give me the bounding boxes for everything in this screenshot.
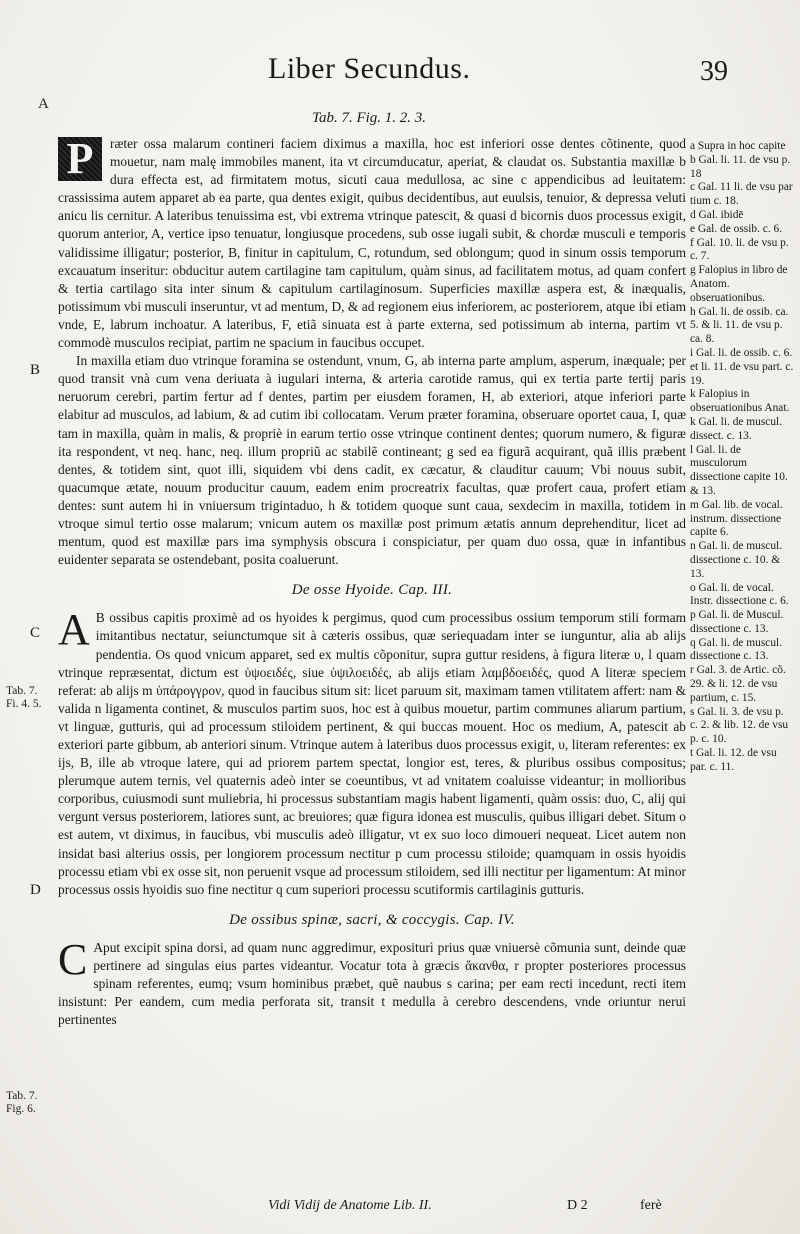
chapter2-paragraph-2: In maxilla etiam duo vtrinque foramina se ostendunt, vnum, G, ab interna parte amplum, asperum, inæquale; per quod transit vnà cum vena deriuata à iugulari interna, & arteria carotide ramus, qui ex tertia parte tertij paris neruorum cerebri, partim fertur ad f dentes, partim per eiusdem foramen, H, ab exteriori, atque inferiori parte elabitur ad musculos, ad labium, & ad cutim ibi collocatam. Verum præter foramina, obseruare oportet caua, I, quæ tam in maxilla, quàm in malis, & propriè in earum tertio osse vtrinque continent dentes; quorum numero, & figuræ ita respondent, vt neq. hanc, neq. illum propriũ ac stabilẽ contineant; g sed ea figurã acquirant, quã illis præbent dentes, & totidem sint, quot illi, siquidem vbi dens cadit, ex cæcatur, & clauditur cauum; Vbi nouus subit, quacumque ætate, nouum producitur cauum, eadem enim procreatrix facultas, quæ profert caua, profert etiam dentes: sunt autem hi in vniuersum trigintaduo, h & totidem quoque sunt caua, sexdecim in maxilla, totidem in vtroque simul tertio osse malarum; vnicum autem os maxillæ post primum ætatis annum deprehenditur, licet ad mentum, quod est maxillæ pars ima symphysis obscura i conspiciatur, per quam duo ossa, quæ in infantibus euidenter separata se ostendebant, posita coaluerunt. bbox=[58, 353, 686, 568]
sidenote: g Falopius in libro de Anatom. obseruationibus. bbox=[690, 264, 788, 304]
sidenote: r Gal. 3. de Artic. cõ. 29. & li. 12. de vsu partium, c. 15. bbox=[690, 664, 786, 704]
chapter4-title: De ossibus spinæ, sacri, & coccygis. Cap. IV. bbox=[229, 911, 515, 928]
page-number: 39 bbox=[700, 56, 728, 87]
left-note-ch4: Tab. 7. Fig. 6. bbox=[6, 1090, 38, 1115]
sidenote: o Gal. li. de vocal. Instr. dissectione c. 6. bbox=[690, 581, 789, 608]
dropcap-p: P bbox=[58, 137, 102, 181]
sidenote: i Gal. li. de ossib. c. 6. et li. 11. de vsu part. c. 19. bbox=[690, 346, 794, 387]
sidenote: t Gal. li. 12. de vsu par. c. 11. bbox=[690, 747, 777, 773]
page-header bbox=[0, 52, 800, 96]
sidenote: p Gal. li. de Muscul. dissectione c. 13. bbox=[690, 609, 784, 635]
sidenote: h Gal. li. de ossib. ca. 5. & li. 11. de vsu p. ca. 8. bbox=[690, 305, 789, 346]
margin-marker-b: B bbox=[30, 362, 41, 378]
chapter2-paragraph-1-text: ræter ossa malarum contineri faciem diximus a maxilla, hoc est inferiori osse dentes cõtinente, quod mouetur, nam malę immobiles manent, ita vt circumducatur, aperiat, & claudat os. Substantia maxillæ b dura effecta est, ad firmitatem motus, sicuti caua medullosa, ac sine c appendicibus ad leuitatem: crassissima autem apparet ab ea parte, qua dentes exigit, quibus decidentibus, aut euulsis, tenuior, & depressa veluti anicu lis cernitur. A lateribus tenuissima est, vbi extrema vtrinque patescit, & quasi d bicornis duos processus exigit, quorum anterior, A, vertice ipso tenuatur, longiusque procedens, sub osse iugali subit, & chordæ musculi e temporis validissime illigatur; posterior, B, finitur in capitulum, C, rotundum, sed oblongum; quod in sinum ossis temporum excauatum inseritur: obducitur autem cartilagine tam capitulum, quàm sinus, ad facilitatem motus, ad quam confert & tertia cartilago sita inter sinum & capitulum cartilaginosum. Superficies maxillæ aspera est, & inæqualis, potissimum vbi musculi inseruntur, vt ad mentum, D, & ad regionem eius inferiorem, ac posteriorem, atque ibi etiam vnde, E, labrum inchoatur. A lateribus, F, etiã sinuata est à parte externa, sed potissimum ab interna, partim vt commodè musculos recipiat, partim ne spacium in faucibus occupet. bbox=[58, 136, 686, 351]
dropcap-c: C bbox=[58, 934, 88, 984]
sidenote: b Gal. li. 11. de vsu p. 18 bbox=[690, 153, 791, 180]
sidenote: f Gal. 10. li. de vsu p. c. 7. bbox=[690, 236, 789, 263]
running-title: Liber Secundus. bbox=[268, 52, 471, 85]
catchword: ferè bbox=[640, 1198, 662, 1213]
signature-mark: D 2 bbox=[567, 1198, 588, 1213]
chapter4-text: Aput excipit spina dorsi, ad quam nunc aggredimur, expositurì prius quæ vniuersè cõmunia sunt, deinde quæ pertinere ad singulas eius partes videantur. Vocatur tota à græcis ἄκανθα, r propter posteriores processus spinam referentes, eumq; vsum hominibus præbet, quẽ naubus s carina; per eam recti incedunt, recti item insistunt: Per eandem, cum media perforata sit, transit t medulla à cerebro descendens, vnde oriuntur nerui pertinentes bbox=[58, 939, 686, 1028]
chapter3-title: De osse Hyoide. Cap. III. bbox=[291, 582, 453, 599]
chapter2-paragraph-1 bbox=[58, 135, 686, 352]
margin-marker-c: C bbox=[30, 625, 41, 641]
chapter4-paragraph bbox=[58, 934, 686, 1029]
left-note-ch3: Tab. 7. Fi. 4. 5. bbox=[6, 685, 42, 710]
sidenote: e Gal. de ossib. c. 6. bbox=[690, 222, 783, 235]
dropcap-a: A bbox=[58, 605, 90, 655]
main-text bbox=[58, 135, 686, 1029]
sidenote: a Supra in hoc capite bbox=[690, 140, 786, 152]
sidenote: k Falopius in obseruationibus Anat. bbox=[690, 388, 790, 415]
sidenote: l Gal. li. de musculorum dissectione capite 10. & 13. bbox=[690, 443, 788, 497]
sidenote: d Gal. ibidē bbox=[690, 208, 744, 221]
footer-title: Vidi Vidij de Anatome Lib. II. bbox=[268, 1198, 432, 1213]
sidenote: s Gal. li. 3. de vsu p. c. 2. & lib. 12. de vsu p. c. 10. bbox=[690, 705, 789, 746]
sidenote: m Gal. lib. de vocal. instrum. dissectione capite 6. bbox=[690, 498, 783, 539]
margin-marker-a: A bbox=[38, 96, 49, 112]
sidenotes bbox=[690, 140, 794, 775]
chapter3-text: B ossibus capitis proximè ad os hyoides k pergimus, quod cum processibus ossium temporum stili formam imitantibus nectatur, seiunctumque sit à cæteris ossibus, quæ seriequadam inter se iunguntur, alia ab alijs pendentia. Os quod vnicum apparet, sed ex multis cõponitur, supra guttur residens, à figura literæ υ, l quam vtrinque repræsentat, dictum est ὑψοειδές, siue ὑψιλοειδές, ab alijs etiam λαμβδοειδές, quod A literæ speciem referat: ab alijs m ὑπάρογγρον, quod in faucibus situm sit: licet paruum sit, maximam tamen vtilitatem affert: nam & valida n ligamenta continet, & musculos partim suos, hoc est à quibus mouetur, partim communes aliarum partium, vt linguæ, gutturis, qui ad processum stiloidem pertinent, & qui buccas mouent. Hoc os medium, A, patescit ab exteriori parte gibbum, ab anteriori sinum. Vtrinque autem à lateribus duos processus exigit, υ, literam referentes: ex ijs, B, ille ab vtroque latere, qui ad priorem partem spectat, longior est, teres, & pluribus ossibus compositus; plerumque autem ternis, vel quaternis adeò inter se coeuntibus, vt ad vnitatem coaluisse videantur; in mollioribus corporibus, cuiusmodi sunt muliebria, hi processus substantiam magis habent ligamenti, quàm ossis: duo, C, alij qui vergunt versus posteriorem, latiores sunt, ac breuiores; quæ figura idonea est musculis, quibus illigari debet. Situm o est autem, vt diximus, in faucibus, vbi musculis adeò illigatur, vt ex suo loco dimoueri nequeat. Licet autem non insidat basi alterius ossis, per longiorem processum nectitur p cum processu stiloide; quamquam in ossis hyoidis processu etiam vbi ex osse sit, non peruenit vsque ad processum stiloidem, sed illi nectitur per ligamentum: At minor processus ossis hyoidis suo fine nectitur q cum superiori processu scutiformis cartilaginis gutturis. bbox=[58, 610, 686, 897]
sidenote: k Gal. li. de muscul. dissect. c. 13. bbox=[690, 415, 783, 442]
sidenote: q Gal. li. de muscul. dissectione c. 13. bbox=[690, 636, 783, 663]
sidenote: n Gal. li. de muscul. dissectione c. 10. & 13. bbox=[690, 540, 783, 580]
figure-reference: Tab. 7. Fig. 1. 2. 3. bbox=[312, 110, 427, 126]
sidenote: c Gal. 11 li. de vsu par tium c. 18. bbox=[690, 181, 793, 208]
margin-marker-d: D bbox=[30, 882, 41, 898]
chapter3-paragraph bbox=[58, 605, 686, 899]
